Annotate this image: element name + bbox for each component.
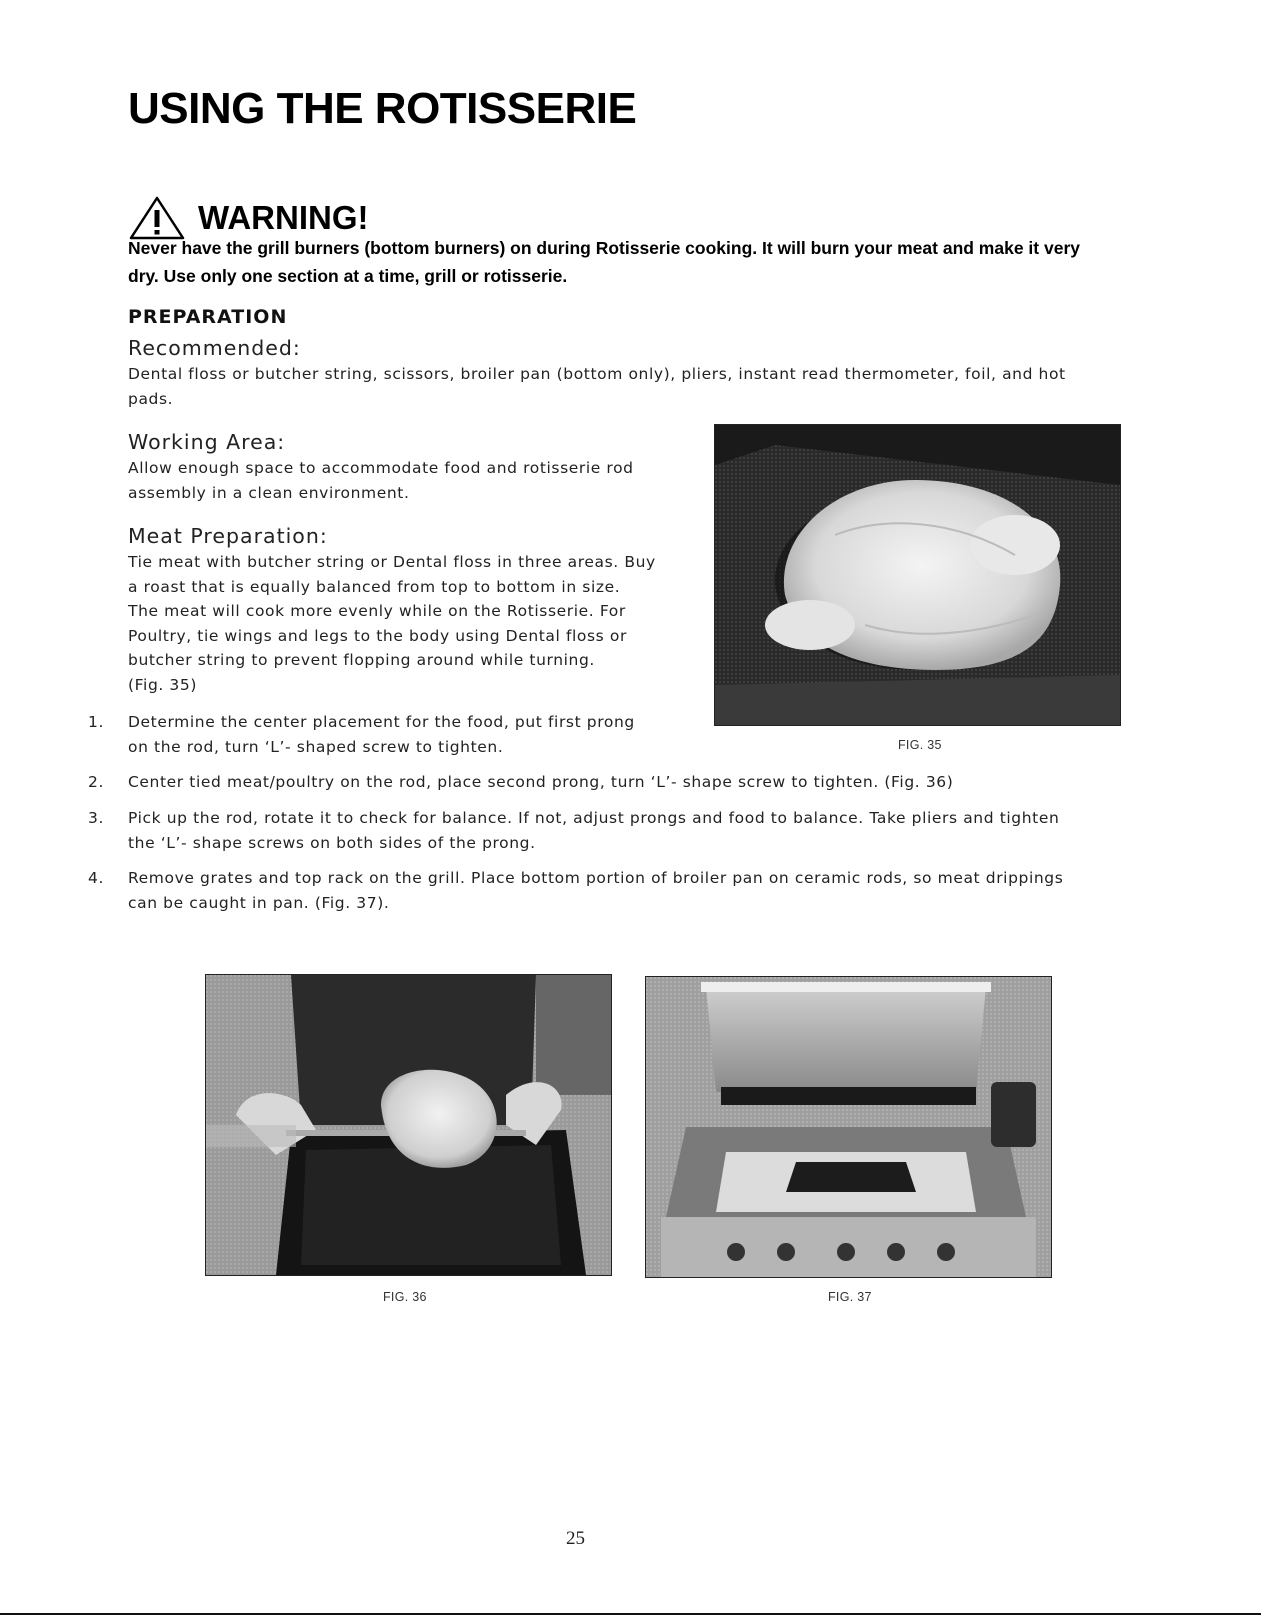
working-area-heading: Working Area:	[128, 430, 286, 454]
step-number: 2.	[88, 773, 104, 791]
recommended-heading: Recommended:	[128, 336, 301, 360]
text-line: The meat will cook more evenly while on the Rotisserie. For	[128, 602, 626, 620]
step-number: 1.	[88, 713, 104, 731]
text-line: Pick up the rod, rotate it to check for balance. If not, adjust prongs and food to balance. Take pliers and tighten	[128, 809, 1060, 827]
text-line: butcher string to prevent flopping around while turning.	[128, 651, 595, 669]
page-number: 25	[566, 1528, 585, 1549]
warning-text-line: dry. Use only one section at a time, grill or rotisserie.	[128, 266, 568, 286]
warning-text-line: Never have the grill burners (bottom burners) on during Rotisserie cooking. It will burn your meat and make it very	[128, 238, 1080, 258]
text-line: Dental floss or butcher string, scissors, broiler pan (bottom only), pliers, instant read thermometer, foil, and hot	[128, 365, 1066, 383]
recommended-text	[128, 362, 1138, 411]
figure-36-caption: FIG. 36	[383, 1290, 427, 1304]
figure-37-caption: FIG. 37	[828, 1290, 872, 1304]
warning-title: WARNING!	[198, 199, 369, 236]
text-line: on the rod, turn ‘L’- shaped screw to tighten.	[128, 737, 504, 756]
bottom-rule	[0, 1613, 1261, 1615]
text-line: Tie meat with butcher string or Dental floss in three areas. Buy	[128, 553, 656, 571]
figure-36-image	[205, 974, 612, 1276]
meat-preparation-heading: Meat Preparation:	[128, 524, 328, 548]
text-line: a roast that is equally balanced from top to bottom in size.	[128, 577, 621, 596]
text-line: pads.	[128, 389, 174, 408]
text-line: assembly in a clean environment.	[128, 483, 410, 502]
step-text	[128, 710, 768, 759]
page-title: USING THE ROTISSERIE	[128, 84, 637, 133]
figure-35-image	[714, 424, 1121, 726]
text-line: Remove grates and top rack on the grill. Place bottom portion of broiler pan on ceramic rods, so meat drippings	[128, 869, 1064, 887]
figure-37-image	[645, 976, 1052, 1278]
text-line: can be caught in pan. (Fig. 37).	[128, 893, 390, 912]
preparation-heading: PREPARATION	[128, 306, 288, 328]
step-text	[128, 806, 1158, 855]
warning-text	[128, 234, 1128, 290]
meat-preparation-text	[128, 550, 688, 697]
figure-35-caption: FIG. 35	[898, 738, 942, 752]
text-line: Allow enough space to accommodate food and rotisserie rod	[128, 459, 634, 477]
text-line: Center tied meat/poultry on the rod, place second prong, turn ‘L’- shape screw to tighten. (Fig. 36)	[128, 773, 954, 791]
text-line: the ‘L’- shape screws on both sides of the prong.	[128, 833, 536, 852]
step-text	[128, 866, 1158, 915]
step-number: 4.	[88, 869, 104, 887]
text-line: Determine the center placement for the food, put first prong	[128, 713, 635, 731]
working-area-text	[128, 456, 688, 505]
step-number: 3.	[88, 809, 104, 827]
text-line: (Fig. 35)	[128, 675, 198, 694]
text-line: Poultry, tie wings and legs to the body using Dental floss or	[128, 626, 627, 645]
step-text	[128, 770, 1158, 795]
